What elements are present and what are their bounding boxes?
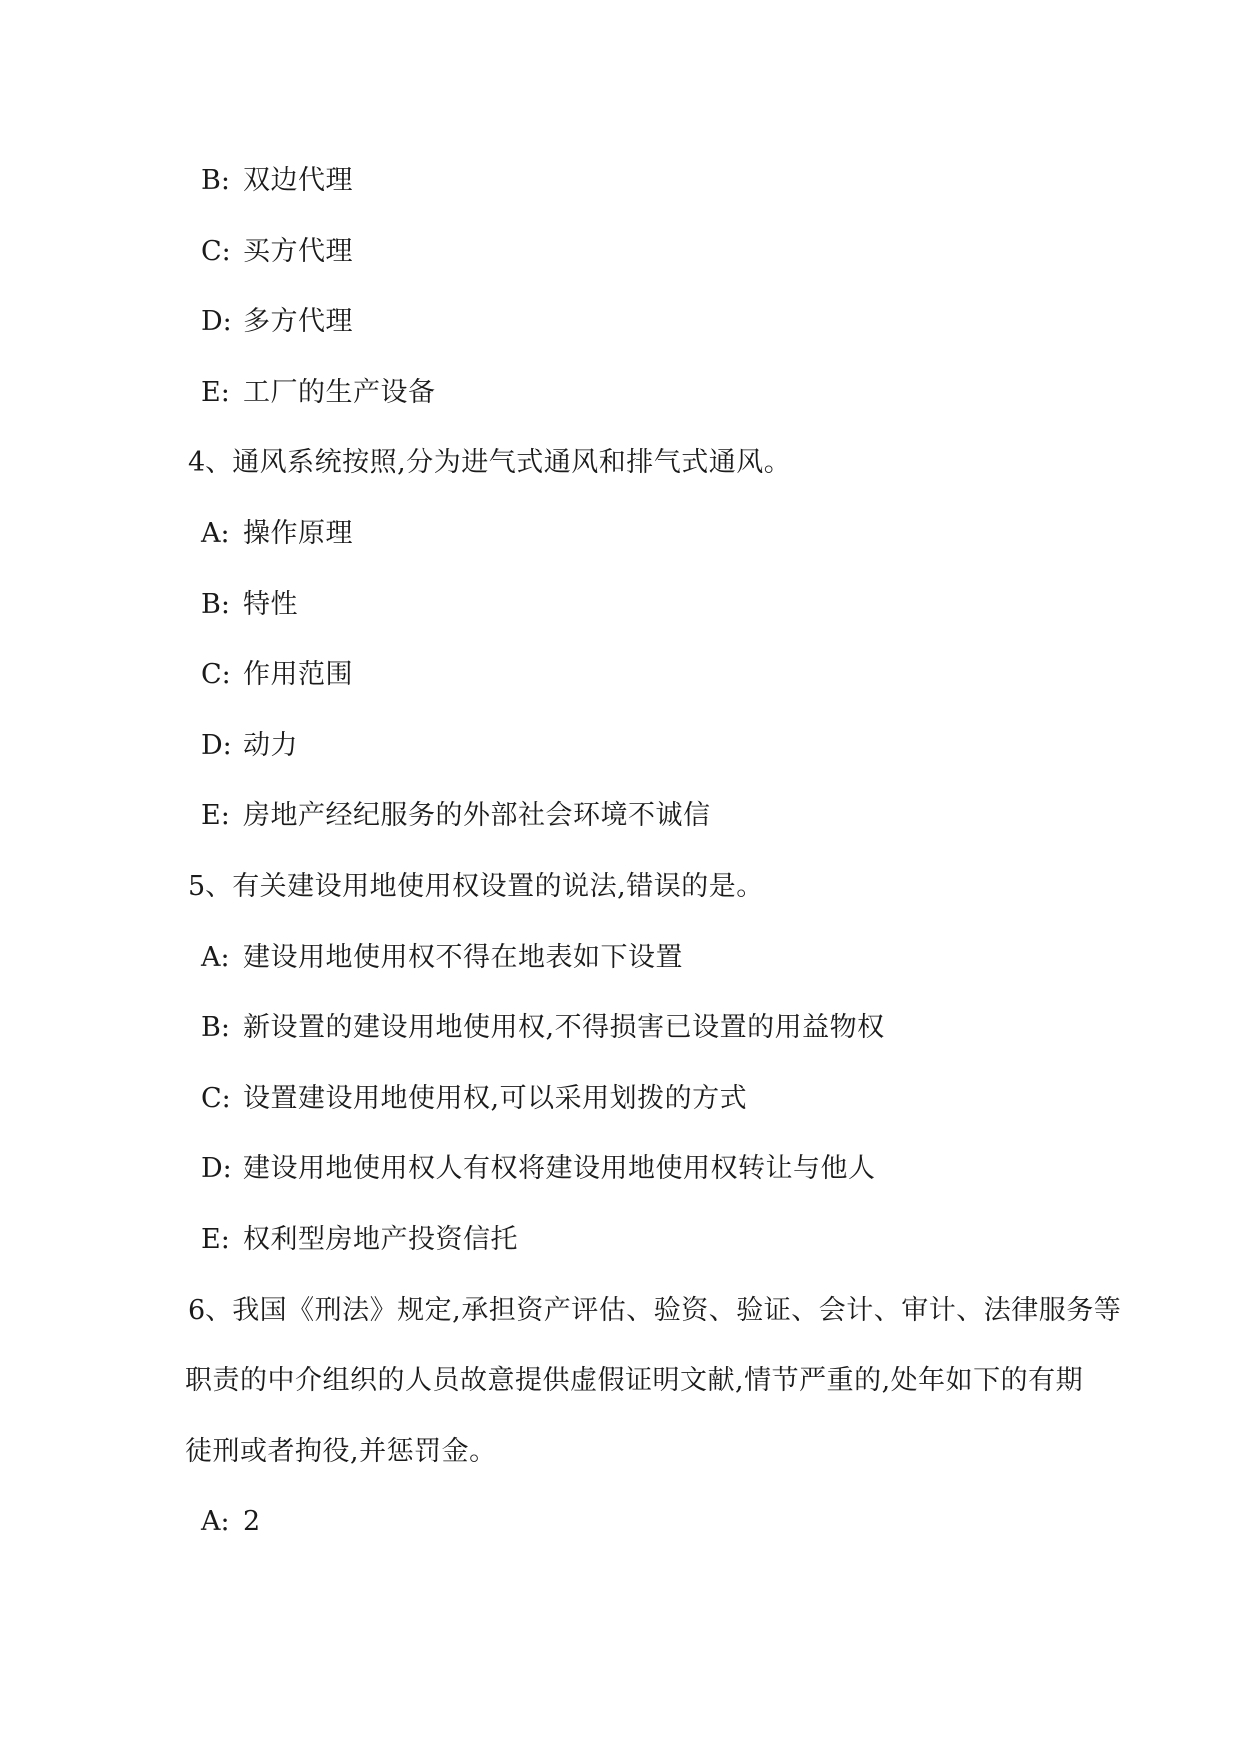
question-6-block [0,1276,1240,1558]
option-line [0,1205,1240,1276]
option-label: A: [201,941,230,973]
option-text: 操作原理 [243,517,353,549]
option-label: B: [201,1012,230,1044]
option-label: D: [201,306,232,338]
option-line [0,287,1240,358]
option-label: E: [201,800,230,832]
question-stem-continuation [0,1346,1240,1417]
question-text: 职责的中介组织的人员故意提供虚假证明文献,情节严重的,处年如下的有期 [185,1365,1084,1397]
carryover-options-block [0,146,1240,428]
option-text: 建设用地使用权不得在地表如下设置 [243,941,683,973]
option-label: A: [201,1506,230,1538]
option-line [0,923,1240,994]
option-line [0,1487,1240,1558]
option-line [0,1064,1240,1135]
question-stem [0,1276,1240,1347]
option-text: 2 [243,1506,261,1538]
question-text: 通风系统按照,分为进气式通风和排气式通风。 [232,447,792,479]
option-line [0,640,1240,711]
option-text: 新设置的建设用地使用权,不得损害已设置的用益物权 [243,1012,885,1044]
option-label: D: [201,729,232,761]
question-number: 4、 [188,447,233,479]
option-text: 买方代理 [243,235,353,267]
question-number: 6、 [188,1294,233,1326]
option-line [0,217,1240,288]
option-text: 双边代理 [243,165,353,196]
option-label: B: [201,165,230,196]
option-line [0,781,1240,852]
question-text: 有关建设用地使用权设置的说法,错误的是。 [232,870,764,902]
option-label: B: [201,588,230,620]
option-label: E: [201,1223,230,1255]
option-text: 工厂的生产设备 [243,376,436,408]
question-stem-continuation [0,1417,1240,1488]
question-5-block [0,852,1240,1276]
option-text: 多方代理 [243,306,353,338]
option-line [0,570,1240,641]
question-stem [0,428,1240,499]
option-text: 房地产经纪服务的外部社会环境不诚信 [243,800,711,832]
option-line [0,146,1240,217]
option-line [0,499,1240,570]
question-text: 我国《刑法》规定,承担资产评估、验资、验证、会计、审计、法律服务等 [232,1294,1122,1326]
option-label: A: [201,517,230,549]
option-text: 动力 [243,729,298,761]
option-text: 建设用地使用权人有权将建设用地使用权转让与他人 [243,1153,876,1185]
option-label: D: [201,1153,232,1185]
option-label: C: [201,1082,231,1114]
question-stem [0,852,1240,923]
option-line [0,1134,1240,1205]
question-number: 5、 [188,870,233,902]
option-line [0,711,1240,782]
option-label: E: [201,376,230,408]
option-label: C: [201,235,231,267]
option-text: 设置建设用地使用权,可以采用划拨的方式 [243,1082,748,1114]
question-4-block [0,428,1240,852]
option-text: 权利型房地产投资信托 [243,1223,518,1255]
option-label: C: [201,659,231,691]
option-text: 作用范围 [243,659,353,691]
question-text: 徒刑或者拘役,并惩罚金。 [185,1435,497,1467]
option-line [0,358,1240,429]
option-text: 特性 [243,588,298,620]
option-line [0,993,1240,1064]
